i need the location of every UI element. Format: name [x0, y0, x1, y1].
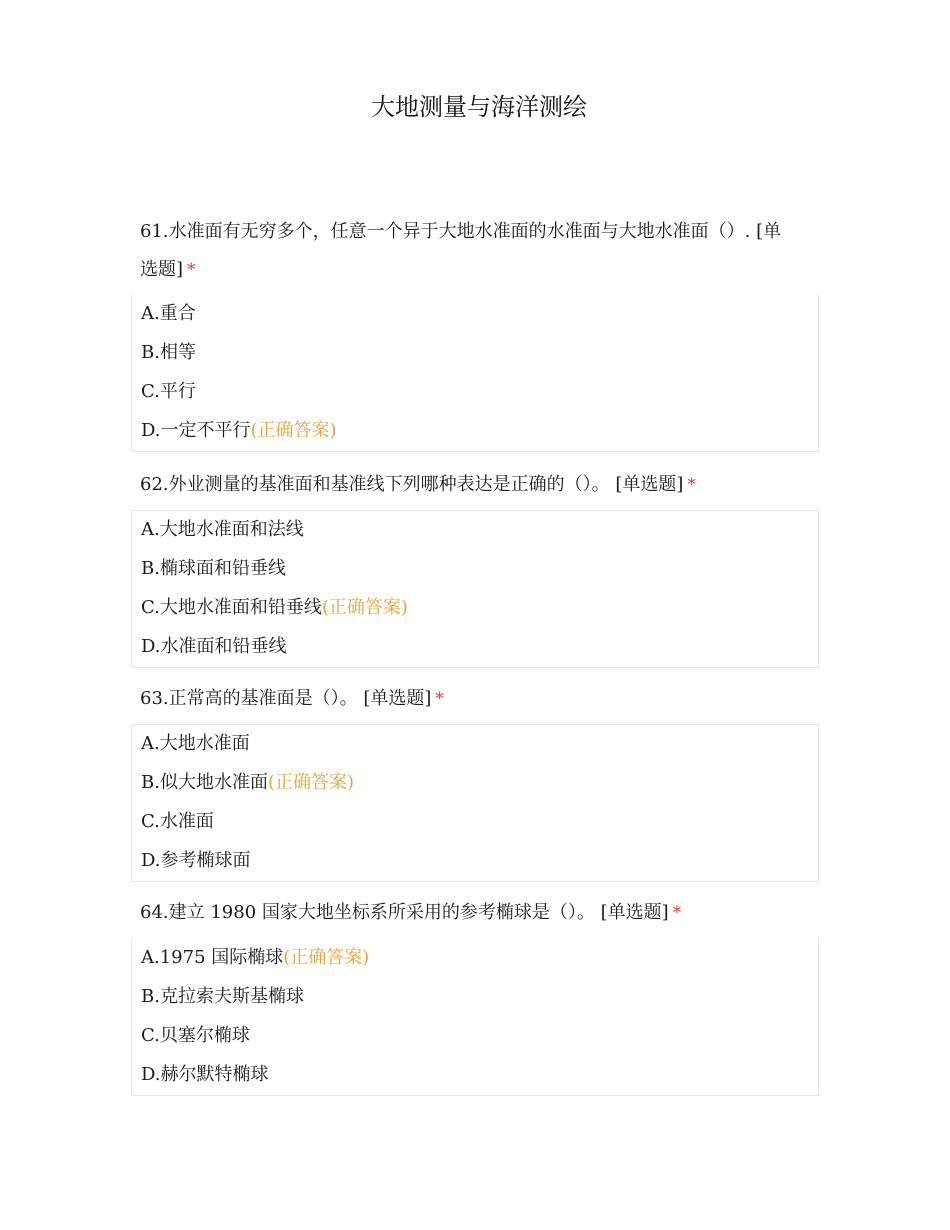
option-label: C.水准面: [141, 811, 214, 832]
correct-answer-mark: (正确答案): [267, 772, 354, 793]
option-d[interactable]: [132, 842, 818, 881]
option-label: D.参考椭球面: [141, 850, 251, 871]
option-list: [131, 510, 819, 668]
question-stem: [131, 894, 819, 932]
question-stem: [131, 213, 819, 289]
option-b[interactable]: [132, 550, 818, 589]
question-text: 64.建立 1980 国家大地坐标系所采用的参考椭球是（）。 [单选题]: [140, 902, 669, 923]
option-label: A.1975 国际椭球: [141, 947, 284, 968]
option-a[interactable]: [132, 295, 818, 334]
question-61: [131, 213, 819, 452]
option-list: [131, 294, 819, 452]
option-label: A.重合: [141, 303, 196, 324]
option-label: D.一定不平行: [141, 420, 251, 441]
correct-answer-mark: (正确答案): [283, 947, 370, 968]
option-label: B.相等: [141, 342, 196, 363]
question-text: 63.正常高的基准面是（）。 [单选题]: [140, 688, 432, 709]
option-d[interactable]: [132, 412, 818, 451]
option-b[interactable]: [132, 978, 818, 1017]
option-label: A.大地水准面: [141, 733, 250, 754]
option-list: [131, 724, 819, 882]
question-62: [131, 466, 819, 668]
required-mark: *: [672, 903, 682, 923]
option-label: D.赫尔默特椭球: [141, 1064, 269, 1085]
option-a[interactable]: [132, 939, 818, 978]
question-64: [131, 894, 819, 1096]
option-label: A.大地水准面和法线: [141, 519, 304, 540]
question-text: 61.水准面有无穷多个，任意一个异于大地水准面的水准面与大地水准面（）. [单选题]: [140, 221, 782, 280]
question-text: 62.外业测量的基准面和基准线下列哪种表达是正确的（）。 [单选题]: [140, 474, 684, 495]
option-label: C.平行: [141, 381, 196, 402]
option-label: B.椭球面和铅垂线: [141, 558, 286, 579]
option-label: B.似大地水准面: [141, 772, 268, 793]
required-mark: *: [187, 260, 196, 280]
option-label: C.贝塞尔椭球: [141, 1025, 250, 1046]
option-c[interactable]: [132, 589, 818, 628]
option-label: D.水准面和铅垂线: [141, 636, 287, 657]
option-b[interactable]: [132, 334, 818, 373]
page-title: 大地测量与海洋测绘: [371, 93, 587, 121]
option-c[interactable]: [132, 803, 818, 842]
option-label: B.克拉索夫斯基椭球: [141, 986, 304, 1007]
question-63: [131, 680, 819, 882]
option-label: C.大地水准面和铅垂线: [141, 597, 322, 618]
correct-answer-mark: (正确答案): [321, 597, 408, 618]
required-mark: *: [435, 689, 444, 709]
question-stem: [131, 466, 819, 504]
option-a[interactable]: [132, 725, 818, 764]
correct-answer-mark: (正确答案): [250, 420, 337, 441]
option-c[interactable]: [132, 373, 818, 412]
option-d[interactable]: [132, 628, 818, 667]
required-mark: *: [687, 475, 696, 495]
option-b[interactable]: [132, 764, 818, 803]
option-list: [131, 938, 819, 1096]
question-stem: [131, 680, 819, 718]
option-c[interactable]: [132, 1017, 818, 1056]
option-a[interactable]: [132, 511, 818, 550]
option-d[interactable]: [132, 1056, 818, 1095]
